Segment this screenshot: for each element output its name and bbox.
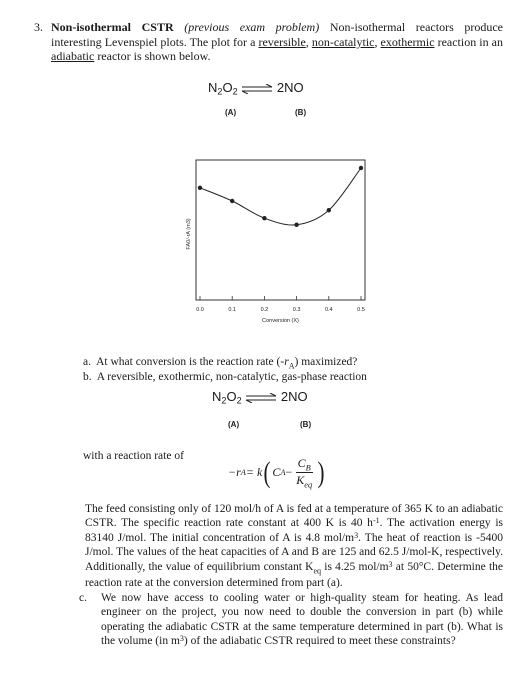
equilibrium-arrow-icon	[241, 84, 273, 94]
question-title: Non-isothermal CSTR	[51, 20, 174, 34]
part-b-letter: b.	[83, 371, 92, 383]
data-point	[294, 223, 298, 227]
label-b-top: (B)	[295, 108, 307, 117]
part-c	[79, 591, 503, 649]
intro-underlined-non-catalytic: non-catalytic	[311, 34, 375, 49]
question-number: 3.	[34, 20, 43, 34]
y-axis-label: FA0/-rA (m3)	[186, 218, 192, 250]
eq-fraction-num	[296, 456, 313, 473]
levenspiel-plot	[180, 150, 380, 335]
eq-ca: C	[272, 465, 281, 480]
reactant-sub-1: 2	[217, 86, 223, 97]
product-2no: 2NO	[276, 80, 304, 95]
data-point	[198, 186, 202, 190]
part-c-letter: c.	[79, 592, 87, 604]
intro-underlined-exothermic: exothermic	[380, 34, 435, 49]
data-point	[262, 216, 266, 220]
intro-text-2: reaction in an	[434, 34, 504, 49]
with-rate-text: with a reaction rate of	[83, 450, 184, 462]
eq-lhs-sub: A	[240, 468, 246, 478]
reactant-sub-1b: 2	[221, 395, 227, 406]
intro-text-3: reactor is shown below.	[94, 49, 211, 64]
data-point	[230, 199, 234, 203]
eq-ca-sub: A	[280, 468, 286, 478]
eq-lhs: −r	[228, 465, 241, 480]
part-c-text-2: ) of the adiabatic CSTR required to meet these constraints?	[183, 635, 456, 648]
para-b-sup-1: -1	[372, 516, 380, 526]
part-b-text: A reversible, exothermic, non-catalytic, gas-phase reaction	[96, 371, 367, 383]
reaction-equation-top	[208, 80, 304, 96]
eq-k: K	[296, 473, 305, 488]
intro-comma-2: ,	[374, 34, 381, 49]
eq-fraction-den	[294, 473, 314, 489]
intro-comma-1: ,	[305, 34, 312, 49]
intro-text-1: Non-isothermal reactors produce interesting Levenspiel plots. The plot for a	[51, 20, 504, 49]
label-a-bottom: (A)	[228, 420, 240, 429]
para-b-5: at 50°C. Determine the reaction rate at the conversion determined from part (a).	[85, 560, 503, 589]
label-b-bottom: (B)	[300, 420, 312, 429]
reaction-equation-bottom	[212, 389, 308, 405]
question-intro	[51, 20, 503, 64]
part-a	[83, 355, 357, 371]
part-c-sup: 3	[179, 633, 184, 643]
para-b-4: is 4.25 mol/m	[321, 560, 389, 573]
data-point	[359, 166, 363, 170]
eq-equals-k: = k	[245, 465, 263, 480]
data-point	[327, 208, 331, 212]
para-b-1: The feed consisting only of 120 mol/h of A is fed at a temperature of 365 K to an adiabatic CSTR. The specific reaction rate constant at 400 K is 40 h	[85, 503, 503, 530]
part-c-text-1: We now have access to cooling water or high-quality steam for heating. As lead engineer on the project, you now need to double the conversion in part (b) while operating the adiabatic CSTR at the same temperature determined in part (b). What is the volume (in m	[101, 592, 503, 648]
equilibrium-arrow-icon	[245, 393, 277, 403]
reactant-o-2: O	[226, 389, 237, 404]
rate-equation	[228, 456, 326, 490]
eq-cb: C	[297, 456, 306, 470]
reactant-sub-2b: 2	[236, 395, 242, 406]
x-tick-label: 0.1	[228, 307, 237, 313]
part-b-paragraph	[85, 502, 503, 590]
reactant-n-2: N	[212, 389, 222, 404]
intro-underlined-adiabatic: adiabatic	[51, 49, 95, 64]
para-b-sup-3: 3	[388, 559, 393, 569]
series-line	[200, 168, 361, 225]
para-b-3: . The heat of reaction is -5400 J/mol. The values of the heat capacities of A and B are 125 and 62.5 J/mol-K, respectively. Additionally, the value of equilibrium constant K	[85, 531, 503, 573]
plot-frame	[196, 160, 365, 300]
label-a-top: (A)	[225, 108, 237, 117]
part-a-text-1: At what conversion is the reaction rate (-	[96, 356, 285, 368]
x-tick-label: 0.5	[357, 307, 365, 313]
x-tick-label: 0.4	[324, 307, 333, 313]
intro-underlined-reversible: reversible	[258, 34, 306, 49]
part-b	[83, 370, 367, 384]
part-c-text	[101, 591, 503, 649]
eq-k-sub: eq	[304, 480, 313, 490]
reactant-o: O	[222, 80, 233, 95]
eq-minus: −	[285, 465, 293, 480]
x-tick-label: 0.3	[292, 307, 301, 313]
x-tick-label: 0.0	[196, 307, 204, 313]
x-tick-label: 0.2	[260, 307, 269, 313]
para-b-2: . The activation energy is 83140 J/mol. The initial concentration of A is 4.8 mol/m	[85, 517, 504, 544]
reactant-n: N	[208, 80, 218, 95]
question-note: (previous exam problem)	[184, 20, 320, 34]
part-a-rate-symbol: r	[284, 356, 289, 368]
x-axis-label: Conversion (X)	[262, 318, 299, 324]
part-a-text-2: ) maximized?	[294, 356, 358, 368]
eq-paren-left: (	[263, 455, 271, 489]
eq-paren-right: )	[317, 455, 325, 489]
reactant-sub-2: 2	[232, 86, 238, 97]
product-2no-2: 2NO	[280, 389, 308, 404]
part-a-letter: a.	[83, 356, 91, 368]
para-b-sup-2: 3	[354, 530, 359, 540]
eq-cb-sub: B	[305, 463, 311, 473]
eq-fraction	[294, 456, 314, 490]
part-a-rate-sub: A	[288, 361, 295, 371]
para-b-sub: eq	[313, 565, 322, 575]
